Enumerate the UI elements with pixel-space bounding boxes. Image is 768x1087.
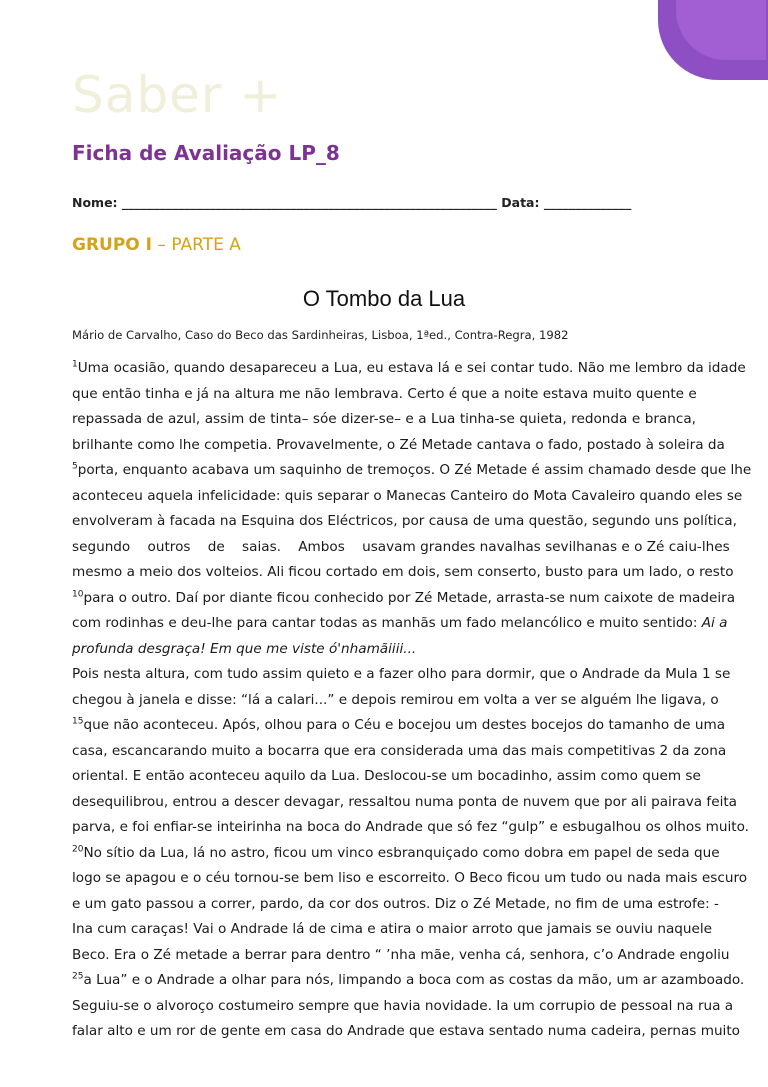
brand-title: Saber +	[72, 66, 283, 124]
story-line	[72, 713, 726, 739]
line-text: Pois nesta altura, com tudo assim quieto e a fazer olho para dormir, que o Andrade da Mula 1 se	[72, 666, 731, 682]
story-line	[72, 586, 736, 612]
story-line	[72, 892, 719, 918]
story-line	[72, 866, 748, 892]
line-number: 5	[72, 461, 78, 472]
section-part: – PARTE A	[152, 235, 241, 255]
story-line	[72, 458, 752, 484]
story-line	[72, 433, 725, 459]
story-line	[72, 968, 745, 994]
line-text: Uma ocasião, quando desapareceu a Lua, eu estava lá e sei contar tudo. Não me lembro da idade	[77, 360, 746, 376]
story-source: Mário de Carvalho, Caso do Beco das Sardinheiras, Lisboa, 1ªed., Contra-Regra, 1982	[72, 328, 569, 342]
line-text: falar alto e um ror de gente em casa do Andrade que estava sentado numa cadeira, pernas muito	[72, 1023, 740, 1039]
story-line	[72, 560, 734, 586]
line-number: 25	[72, 971, 84, 982]
line-text: No sítio da Lua, lá no astro, ficou um vinco esbranquiçado como dobra em papel de seda que	[83, 844, 720, 861]
story-line	[72, 1019, 740, 1045]
story-line	[72, 943, 730, 969]
line-number: 1	[72, 359, 78, 370]
line-text: aconteceu aquela infelicidade: quis separar o Manecas Canteiro do Mota Cavaleiro quando eles se	[72, 487, 743, 504]
story-line	[72, 739, 727, 765]
line-text: Seguiu-se o alvoroço costumeiro sempre que havia novidade. Ia um corrupio de pessoal na rua a	[72, 997, 734, 1014]
story-line	[72, 535, 730, 561]
story-title: O Tombo da Lua	[302, 286, 466, 311]
line-number: 20	[72, 843, 84, 854]
story-line	[72, 484, 743, 510]
corner-decoration	[658, 0, 768, 80]
line-text: e um gato passou a correr, pardo, da cor dos outros. Diz o Zé Metade, no fim de uma estrofe: -	[72, 895, 719, 912]
line-number: 15	[72, 716, 84, 727]
worksheet-title: Ficha de Avaliação LP_8	[72, 141, 340, 165]
section-heading	[72, 235, 241, 255]
story-line	[72, 637, 696, 663]
line-text: porta, enquanto acabava um saquinho de tremoços. O Zé Metade é assim chamado desde que lhe	[77, 462, 752, 478]
story-line	[72, 356, 746, 382]
story-line	[72, 662, 731, 688]
story-line	[72, 611, 728, 637]
line-text: mesmo a meio dos volteios. Ali ficou cortado em dois, sem conserto, busto para um lado, o resto	[72, 564, 734, 580]
name-date-line: Nome: ____________________________________________________________ Data: ______________	[72, 195, 632, 210]
line-text: Beco. Era o Zé metade a berrar para dentro “ ’nha mãe, venha cá, senhora, c’o Andrade engoliu	[72, 946, 730, 963]
line-italic-text: Ai a	[701, 615, 728, 631]
section-group: GRUPO I	[72, 235, 153, 255]
line-text: repassada de azul, assim de tinta– sóe dizer-se– e a Lua tinha-se quieta, redonda e branca,	[72, 411, 696, 427]
story-body	[72, 356, 752, 1045]
story-line	[72, 764, 701, 790]
line-text: casa, escancarando muito a bocarra que era considerada uma das mais competitivas 2 da zona	[72, 742, 727, 759]
line-text: envolveram à facada na Esquina dos Eléctricos, por causa de uma questão, segundo uns política,	[72, 513, 737, 529]
line-text: chegou à janela e disse: “lá a calari...” e depois remirou em volta a ver se alguém lhe ligava, o	[72, 691, 719, 708]
line-italic-text: profunda desgraça! Em que me viste ó'nhamãiiii...	[72, 640, 417, 657]
story-line	[72, 407, 696, 433]
story-line	[72, 917, 713, 943]
line-text: para o outro. Daí por diante ficou conhecido por Zé Metade, arrasta-se num caixote de madeira	[83, 589, 736, 606]
line-text: a Lua” e o Andrade a olhar para nós, limpando a boca com as costas da mão, um ar azamboado.	[83, 972, 745, 988]
line-text: Ina cum caraças! Vai o Andrade lá de cima e atira o maior arroto que jamais se ouviu naquele	[72, 921, 713, 937]
line-text: logo se apagou e o céu tornou-se bem liso e escorreito. O Beco ficou um tudo ou nada mais escuro	[72, 870, 748, 886]
line-number: 10	[72, 588, 84, 599]
line-text: que então tinha e já na altura me não lembrava. Certo é que a noite estava muito quente e	[72, 385, 697, 402]
line-text: brilhante como lhe competia. Provavelmente, o Zé Metade cantava o fado, postado à soleira da	[72, 436, 725, 453]
story-line	[72, 382, 696, 408]
line-text: desequilibrou, entrou a descer devagar, ressaltou numa ponta de nuvem que por ali pairava feita	[72, 793, 738, 810]
story-line	[72, 994, 734, 1020]
story-line	[72, 841, 720, 867]
line-text: que não aconteceu. Após, olhou para o Céu e bocejou um destes bocejos do tamanho de uma	[83, 717, 726, 733]
line-text: com rodinhas e deu-lhe para cantar todas as manhãs um fado melancólico e muito sentido:	[72, 615, 702, 631]
story-line	[72, 688, 719, 714]
story-line	[72, 815, 750, 841]
story-line	[72, 509, 737, 535]
line-text: oriental. E então aconteceu aquilo da Lua. Deslocou-se um bocadinho, assim como quem se	[72, 768, 701, 784]
line-text: segundo outros de saias. Ambos usavam grandes navalhas sevilhanas e o Zé caiu-lhes	[72, 538, 730, 555]
story-line	[72, 790, 738, 816]
line-text: parva, e foi enfiar-se inteirinha na boca do Andrade que só fez “gulp” e esbugalhou os olhos muito.	[72, 819, 750, 835]
